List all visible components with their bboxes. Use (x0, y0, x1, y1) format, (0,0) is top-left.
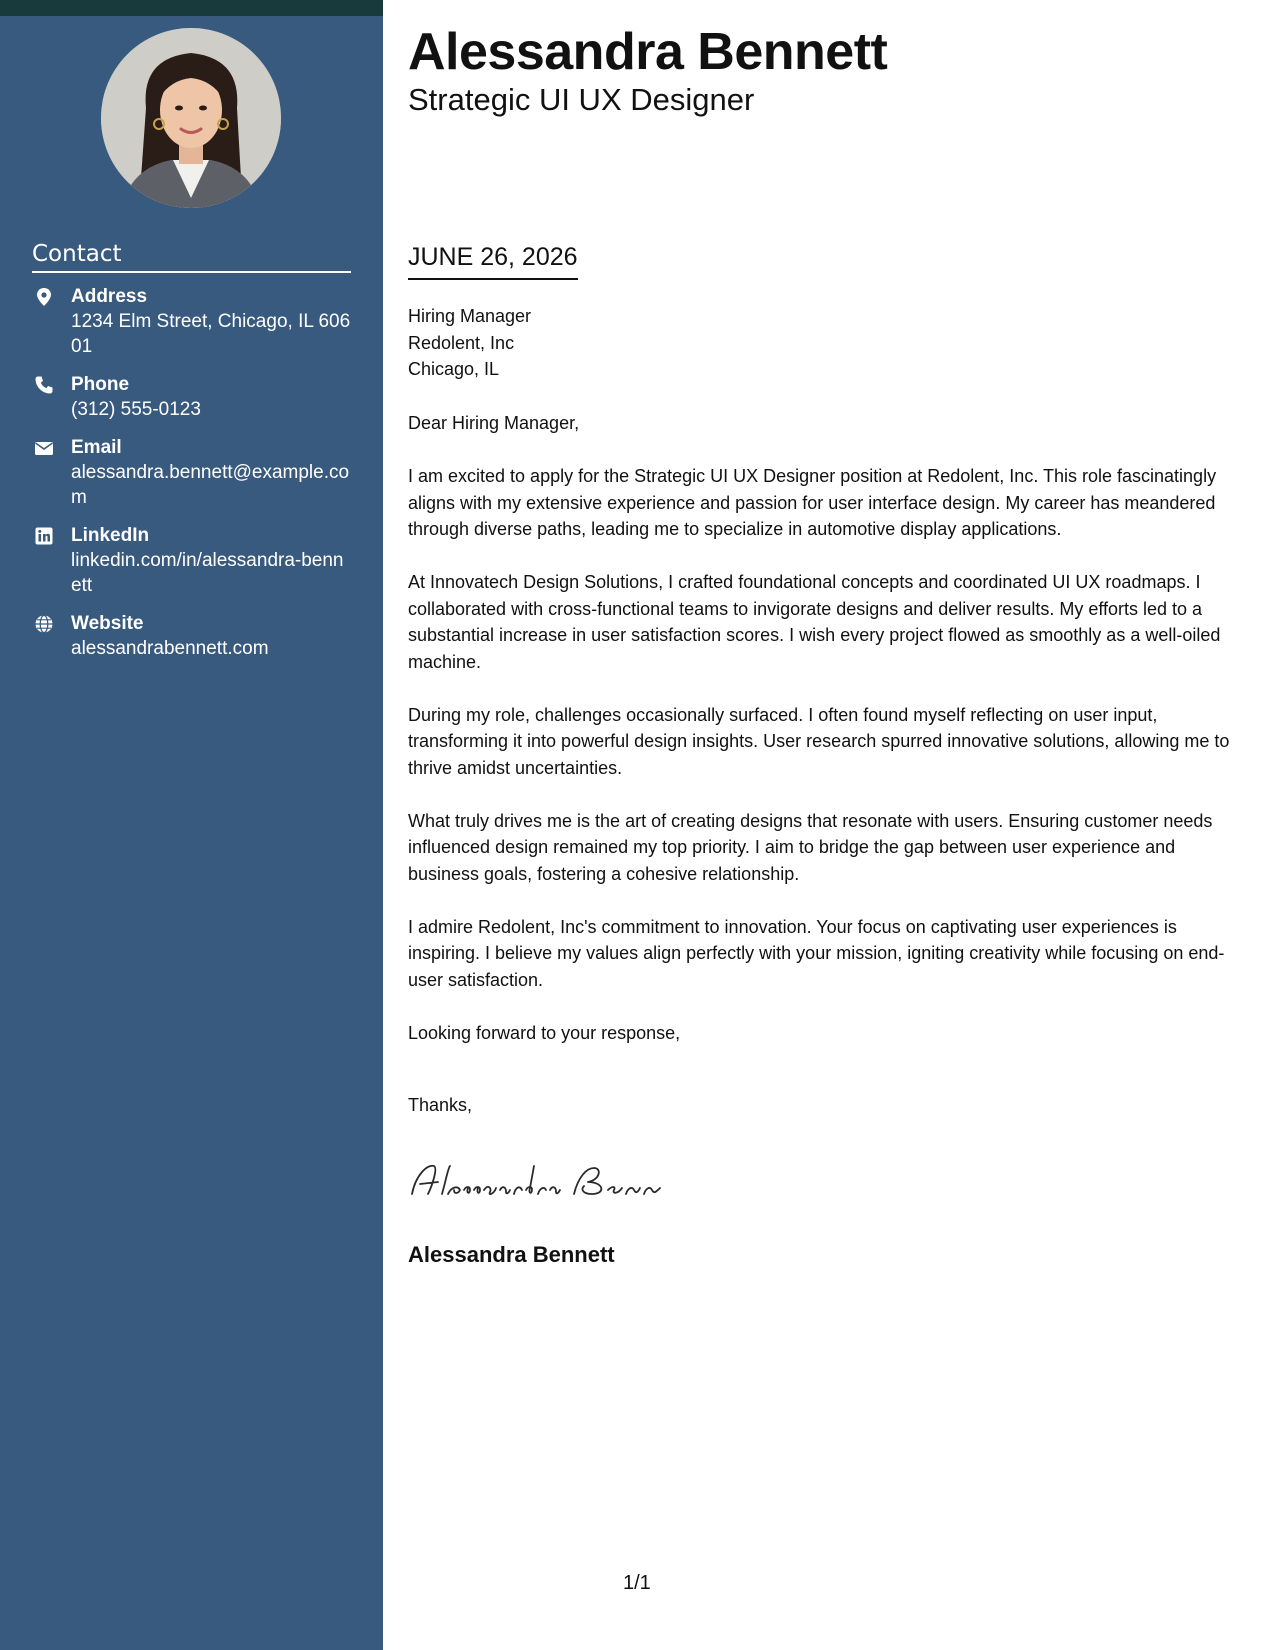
contact-linkedin (32, 523, 352, 598)
contact-value: alessandrabennett.com (71, 638, 269, 659)
body-paragraph: I am excited to apply for the Strategic UI UX Designer position at Redolent, Inc. This role fascinatingly aligns with my extensive experience and passion for user interface design. My career has meandered through diverse paths, leading me to specialize in automotive display applications. (408, 466, 1217, 539)
location-pin-icon (34, 287, 54, 307)
signature (408, 1160, 668, 1200)
salutation: Dear Hiring Manager, (408, 413, 580, 433)
sidebar (0, 16, 383, 1650)
phone-icon (34, 375, 54, 395)
contact-value: (312) 555-0123 (71, 399, 201, 420)
thanks-line: Thanks, (408, 1095, 473, 1115)
applicant-title: Strategic UI UX Designer (408, 82, 755, 117)
contact-heading: Contact (32, 241, 351, 273)
contact-label: Address (71, 286, 148, 307)
letter-date: JUNE 26, 2026 (408, 243, 578, 280)
signer-name: Alessandra Bennett (408, 1242, 615, 1267)
sidebar-top-band (0, 0, 383, 16)
contact-address (32, 284, 352, 359)
avatar (101, 28, 281, 208)
contact-label: Website (71, 613, 144, 634)
body-paragraph: I admire Redolent, Inc's commitment to innovation. Your focus on captivating user experiences is inspiring. I believe my values align perfectly with your mission, igniting creativity while focusing on end-user satisfaction. (408, 916, 1225, 990)
contact-value: linkedin.com/in/alessandra-bennett (71, 550, 344, 596)
linkedin-icon (34, 526, 54, 546)
contact-value: alessandra.bennett@example.com (71, 462, 350, 508)
contact-list (32, 284, 352, 674)
contact-value: 1234 Elm Street, Chicago, IL 60601 (71, 311, 351, 357)
closing: Looking forward to your response, (408, 1022, 681, 1043)
recipient-block (408, 303, 531, 383)
contact-phone (32, 372, 352, 422)
body-paragraph: During my role, challenges occasionally surfaced. I often found myself reflecting on user input, transforming it into powerful design insights. User research spurred innovative solutions, allowing me to thrive amidst uncertainties. (408, 704, 1230, 778)
contact-label: LinkedIn (71, 525, 150, 546)
page-number: 1/1 (623, 1572, 651, 1594)
recipient-line: Redolent, Inc (408, 332, 515, 353)
body-paragraph: What truly drives me is the art of creating designs that resonate with users. Ensuring customer needs influenced design remained my top priority. I aim to bridge the gap between user experience and business goals, fostering a cohesive relationship. (408, 810, 1213, 884)
profile-photo (101, 28, 281, 208)
recipient-line: Hiring Manager (408, 306, 532, 326)
contact-website (32, 611, 352, 661)
contact-label: Email (71, 437, 122, 458)
applicant-name: Alessandra Bennett (408, 23, 888, 81)
signature-image (408, 1160, 668, 1200)
contact-email (32, 435, 352, 510)
body-paragraph: At Innovatech Design Solutions, I crafted foundational concepts and coordinated UI UX roadmaps. I collaborated with cross-functional teams to invigorate designs and deliver results. My efforts led to a substantial increase in user satisfaction scores. I wish every project flowed as smoothly as a well-oiled machine. (408, 572, 1221, 672)
recipient-line: Chicago, IL (408, 359, 500, 379)
contact-label: Phone (71, 374, 130, 395)
email-icon (34, 438, 54, 458)
letter-body (408, 410, 1250, 1073)
globe-icon (34, 614, 54, 634)
